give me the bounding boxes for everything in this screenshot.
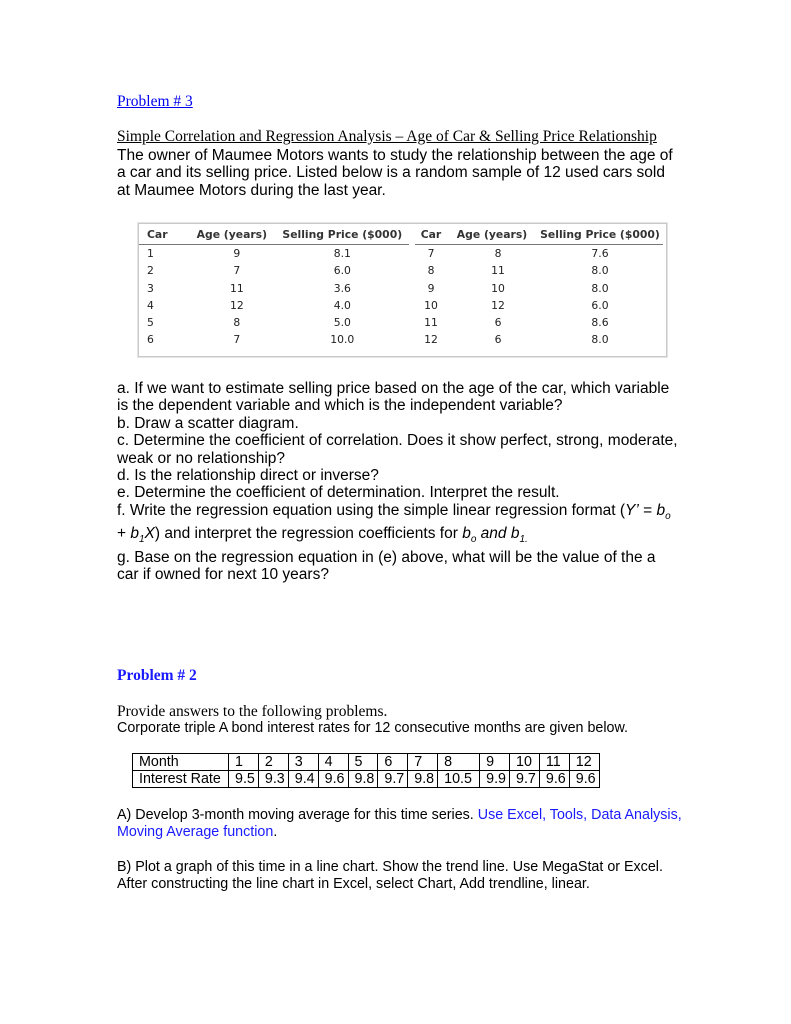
cell: 1 xyxy=(229,754,259,771)
cell: 9.6 xyxy=(569,771,599,788)
subscript: o xyxy=(665,510,671,522)
cell: 12 xyxy=(424,333,438,347)
cell: 6 xyxy=(494,333,502,347)
part-b-line2: After constructing the line chart in Excel, select Chart, Add trendline, linear. xyxy=(117,876,590,893)
cars-data-table xyxy=(138,223,667,357)
subscript: 1. xyxy=(519,534,528,546)
table-row xyxy=(139,331,409,348)
cell: 8.6 xyxy=(591,316,609,330)
cell: 4 xyxy=(147,298,154,312)
question-f-cont xyxy=(117,525,678,549)
problem2-heading: Problem # 2 xyxy=(117,667,197,684)
part-b-line1: B) Plot a graph of this time in a line chart. Show the trend line. Use MegaStat or Excel. xyxy=(117,859,663,875)
col-header: Selling Price ($000) xyxy=(537,227,663,245)
cell: 10 xyxy=(510,754,540,771)
cell: 4 xyxy=(318,754,348,771)
cell: 1 xyxy=(147,247,154,260)
cell: 9 xyxy=(233,247,241,260)
question-g-cont: car if owned for next 10 years? xyxy=(117,566,329,584)
cell: 9 xyxy=(480,754,510,771)
cell: 6 xyxy=(494,316,502,330)
problem3-intro xyxy=(117,147,673,199)
cell: 11 xyxy=(424,316,438,330)
cell: 6.0 xyxy=(591,298,609,312)
text: = xyxy=(638,501,657,519)
cell: 8 xyxy=(494,247,502,260)
cell: 10 xyxy=(491,281,505,295)
cell: 7 xyxy=(233,264,241,278)
question-c-cont: weak or no relationship? xyxy=(117,449,286,467)
question-b: b. Draw a scatter diagram. xyxy=(117,414,299,432)
cell: 3 xyxy=(288,754,318,771)
intro-line: at Maumee Motors during the last year. xyxy=(117,181,386,199)
cell: 9.5 xyxy=(229,771,259,788)
cell: 2 xyxy=(147,264,154,278)
table-row xyxy=(415,245,663,263)
row-label: Month xyxy=(133,754,229,771)
cell: 7 xyxy=(427,247,435,260)
text: Corporate triple A bond interest rates for 12 consecutive months are given below. xyxy=(117,720,629,736)
part-a-line2 xyxy=(117,824,682,841)
col-header: Age (years) xyxy=(447,227,537,245)
intro-line: The owner of Maumee Motors wants to study the relationship between the age of xyxy=(117,147,673,164)
cell: 9.6 xyxy=(318,771,348,788)
cell: 9.8 xyxy=(348,771,378,788)
cell: 5 xyxy=(348,754,378,771)
cell: 9.3 xyxy=(258,771,288,788)
problem2-part-b xyxy=(117,859,663,894)
cell: 3.6 xyxy=(333,281,351,295)
text: . xyxy=(273,824,278,841)
cell: 5 xyxy=(147,316,154,330)
table-row xyxy=(139,314,409,331)
cell: 8.1 xyxy=(333,247,351,260)
cell: 8.0 xyxy=(591,333,609,347)
subscript: o xyxy=(470,534,477,546)
question-a-cont: is the dependent variable and which is the independent variable? xyxy=(117,397,563,415)
cell: 6.0 xyxy=(333,264,351,278)
cell: 7.6 xyxy=(591,247,609,260)
problem3-heading[interactable]: Problem # 3 xyxy=(117,93,193,110)
text: X xyxy=(144,525,155,543)
col-header: Selling Price ($000) xyxy=(276,227,409,245)
question-d: d. Is the relationship direct or inverse? xyxy=(117,467,379,485)
table-row xyxy=(139,262,409,279)
cars-table-right xyxy=(415,227,663,349)
excel-instruction: Moving Average function xyxy=(117,824,274,841)
cell: 11 xyxy=(491,264,505,278)
cell: 6 xyxy=(147,333,154,347)
intro-line: a car and its selling price. Listed below is a random sample of 12 used cars sold xyxy=(117,164,665,182)
col-header: Car xyxy=(415,227,447,245)
problem2-line2 xyxy=(117,720,628,737)
question-g: g. Base on the regression equation in (e) above, what will be the value of the a xyxy=(117,548,656,566)
text: b xyxy=(462,525,471,543)
table-row xyxy=(133,771,600,788)
cell: 8 xyxy=(233,316,241,330)
cell: 7 xyxy=(233,333,241,347)
cell: 11 xyxy=(229,281,244,295)
col-header: Age (years) xyxy=(188,227,276,245)
text: A) Develop 3-month moving average for this time series. xyxy=(117,807,478,823)
cell: 6 xyxy=(378,754,408,771)
cell: 9.9 xyxy=(480,771,510,788)
cell: 10.5 xyxy=(438,771,480,788)
cell: 7 xyxy=(408,754,438,771)
cell: 12 xyxy=(491,298,505,312)
table-row xyxy=(415,262,663,279)
cell: 9.7 xyxy=(378,771,408,788)
question-c: c. Determine the coefficient of correlation. Does it show perfect, strong, moderate, xyxy=(117,432,678,450)
question-f xyxy=(117,502,678,526)
problem3-questions xyxy=(117,380,678,584)
table-row xyxy=(415,297,663,314)
cell: 8.0 xyxy=(591,264,609,278)
cell: 12 xyxy=(229,298,244,312)
cell: 9.8 xyxy=(408,771,438,788)
table-row xyxy=(415,314,663,331)
table-row xyxy=(133,754,600,771)
cell: 9 xyxy=(427,281,435,295)
text: f. Write the regression equation using the simple linear regression format ( xyxy=(117,501,626,519)
question-e: e. Determine the coefficient of determination. Interpret the result. xyxy=(117,484,560,502)
row-label: Interest Rate xyxy=(133,771,229,788)
cell: 9.6 xyxy=(539,771,569,788)
text: b xyxy=(130,525,139,543)
text: b xyxy=(656,501,666,519)
text: ) and interpret the regression coefficients for xyxy=(154,525,463,543)
cell: 11 xyxy=(539,754,569,771)
part-a-line1 xyxy=(117,807,682,824)
problem2-part-a xyxy=(117,807,682,842)
cell: 3 xyxy=(147,281,154,295)
excel-instruction: Use Excel, Tools, Data Analysis, xyxy=(477,807,682,823)
table-row xyxy=(139,245,409,263)
cell: 8 xyxy=(427,264,435,278)
cell: 9.7 xyxy=(510,771,540,788)
table-row xyxy=(139,297,409,314)
interest-rate-table xyxy=(132,753,600,788)
question-a: a. If we want to estimate selling price based on the age of the car, which variable xyxy=(117,380,670,397)
text: and b xyxy=(476,525,520,543)
cell: 10 xyxy=(424,298,438,312)
cell: 2 xyxy=(258,754,288,771)
problem3-subtitle: Simple Correlation and Regression Analysis – Age of Car & Selling Price Relationship xyxy=(117,128,657,145)
text: Y’ xyxy=(625,501,639,519)
cell: 8.0 xyxy=(591,281,609,295)
table-row xyxy=(139,280,409,297)
col-header: Car xyxy=(139,227,188,245)
cell: 5.0 xyxy=(333,316,351,330)
cell: 10.0 xyxy=(330,333,355,347)
subscript: 1 xyxy=(138,534,145,546)
cell: 9.4 xyxy=(288,771,318,788)
table-row xyxy=(415,331,663,348)
cars-table-left xyxy=(139,227,409,349)
cell: 12 xyxy=(569,754,599,771)
table-row xyxy=(415,280,663,297)
problem2-line1: Provide answers to the following problems. xyxy=(117,703,388,720)
text: + xyxy=(117,525,131,543)
cell: 8 xyxy=(438,754,480,771)
cell: 4.0 xyxy=(333,298,351,312)
